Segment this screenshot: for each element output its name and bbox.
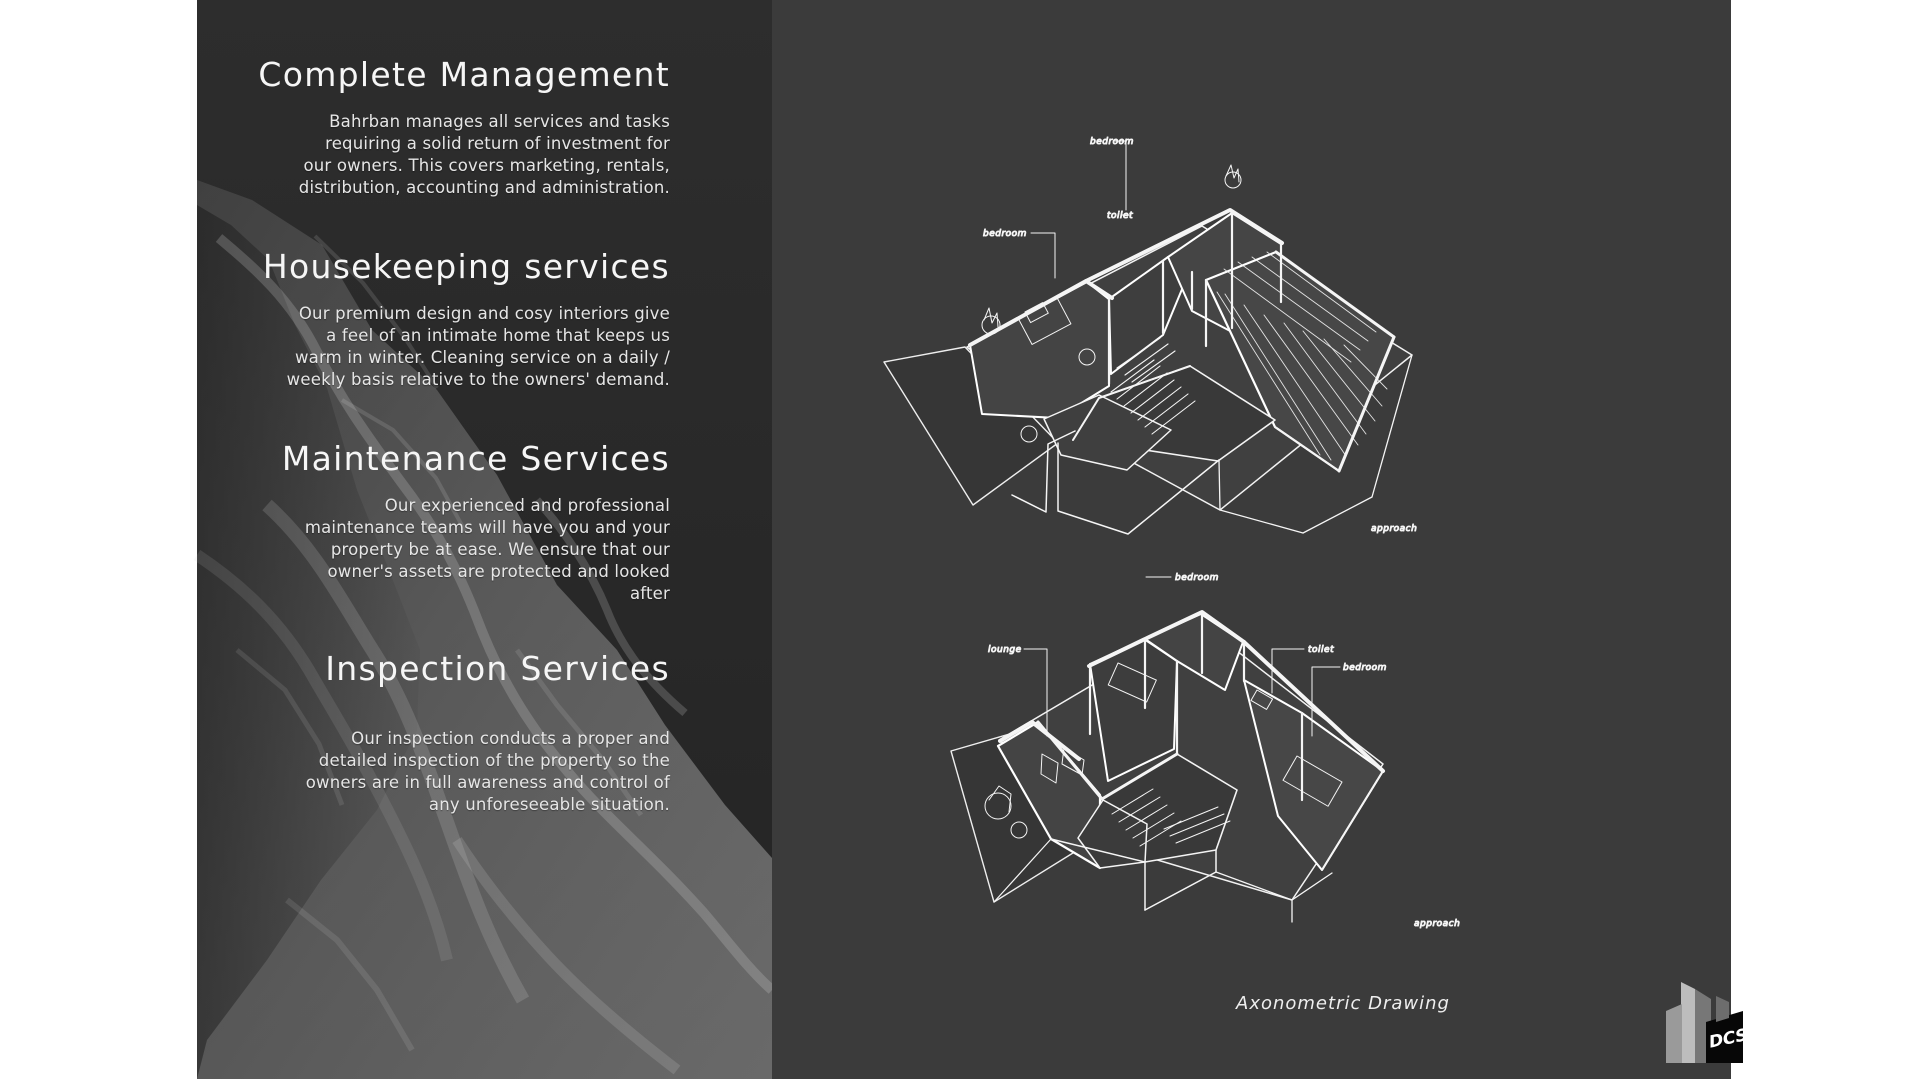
housekeeping-services-text: Our premium design and cosy interiors give a feel of an intimate home that keeps us warm in winter. Cleaning service on a daily / weekly basis relative to the owners' demand.: [286, 303, 670, 389]
complete-management-title: Complete Management: [258, 55, 670, 94]
lower-approach-label: approach: [1414, 919, 1461, 929]
upper-bedroom-top-label: bedroom: [1090, 137, 1134, 147]
lower-toilet-label: toilet: [1308, 645, 1335, 655]
inspection-services-text: Our inspection conducts a proper and detailed inspection of the property so the owners are in full awareness and control of any unforeseeable situation.: [305, 728, 670, 814]
upper-approach-label: approach: [1371, 524, 1418, 534]
inspection-services-title: Inspection Services: [325, 649, 670, 688]
housekeeping-services-title: Housekeeping services: [262, 247, 670, 286]
axonometric-caption: Axonometric Drawing: [1236, 993, 1450, 1014]
maintenance-services-text: Our experienced and professional maintenance teams will have you and your property be at ease. We ensure that our owner's assets are protected and looked after: [304, 495, 670, 603]
dcs-logo: [1662, 982, 1747, 1064]
upper-axonometric-view: [884, 137, 1417, 534]
upper-toilet-label: toilet: [1107, 211, 1134, 221]
lower-bedroom-right-label: bedroom: [1343, 663, 1387, 673]
brochure-slide: [197, 0, 1747, 1079]
complete-management-text: Bahrban manages all services and tasks requiring a solid return of investment for our owners. This covers marketing, rentals, distribution, accounting and administration.: [298, 111, 670, 197]
services-panel: [197, 0, 772, 1079]
building-logo-icon: [1662, 982, 1744, 1064]
complete-management-section: [230, 56, 670, 199]
lower-lounge-label: lounge: [988, 645, 1022, 655]
inspection-services-section: [230, 650, 670, 816]
lower-bedroom-top-label: bedroom: [1175, 573, 1219, 583]
maintenance-services-title: Maintenance Services: [281, 439, 670, 478]
housekeeping-services-section: [230, 248, 670, 391]
upper-bedroom-left-label: bedroom: [983, 229, 1027, 239]
maintenance-services-section: [230, 440, 670, 605]
lower-axonometric-view: [951, 573, 1460, 929]
axonometric-panel: [772, 0, 1747, 1079]
axonometric-drawing: [772, 0, 1731, 1079]
dcs-logo-text: DCS: [1709, 1024, 1747, 1054]
